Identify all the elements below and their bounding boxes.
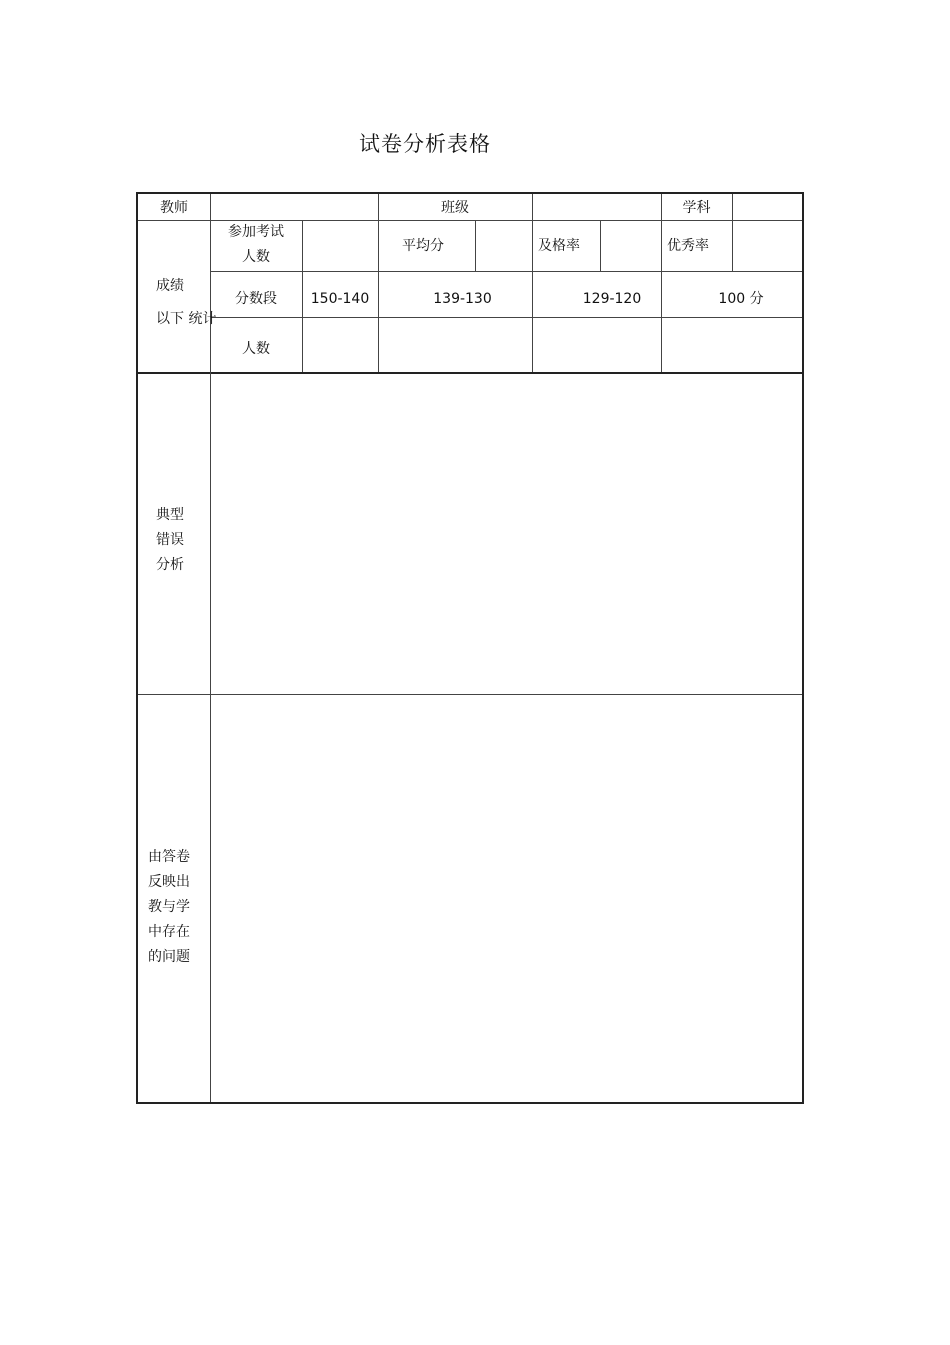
count-label: 人数 [242, 341, 270, 357]
segment-value: 139-130 [433, 291, 492, 307]
problems-label-line: 由答卷 [148, 849, 190, 865]
pass-rate-label: 及格率 [538, 238, 580, 254]
section-divider [138, 372, 802, 374]
average-label: 平均分 [402, 238, 444, 254]
typical-errors-label [156, 503, 184, 578]
participants-label-line: 人数 [242, 249, 270, 265]
typical-errors-label-line: 典型 [156, 507, 184, 523]
segment-value: 100 分 [718, 291, 764, 307]
typical-errors-label-line: 分析 [156, 557, 184, 573]
participants-label [210, 220, 302, 270]
section-divider [138, 694, 802, 695]
column-divider [600, 220, 601, 271]
class-label: 班级 [441, 200, 469, 216]
segment-value: 129-120 [582, 291, 642, 307]
score-stats-label-line: 成绩 [156, 278, 184, 294]
problems-label-line: 反映出 [148, 874, 190, 890]
participants-label-line: 参加考试 [228, 224, 284, 240]
column-divider [661, 194, 662, 372]
score-stats-label [156, 270, 216, 336]
column-divider [475, 220, 476, 271]
column-divider [732, 194, 733, 271]
row-divider [210, 271, 802, 272]
problems-label-line: 教与学 [148, 899, 190, 915]
score-stats-label-line: 以下 统计 [156, 311, 217, 327]
typical-errors-label-line: 错误 [156, 532, 184, 548]
teacher-label: 教师 [160, 200, 188, 216]
page-title: 试卷分析表格 [359, 132, 491, 156]
segment-value: 150-140 [310, 291, 370, 307]
excellence-rate-label: 优秀率 [667, 238, 709, 254]
problems-label [148, 845, 190, 970]
segment-label: 分数段 [235, 291, 277, 307]
subject-label: 学科 [682, 200, 711, 216]
analysis-table [136, 192, 804, 1104]
problems-label-line: 的问题 [148, 949, 190, 965]
row-divider [210, 317, 802, 318]
problems-label-line: 中存在 [148, 924, 190, 940]
column-divider [532, 194, 533, 372]
